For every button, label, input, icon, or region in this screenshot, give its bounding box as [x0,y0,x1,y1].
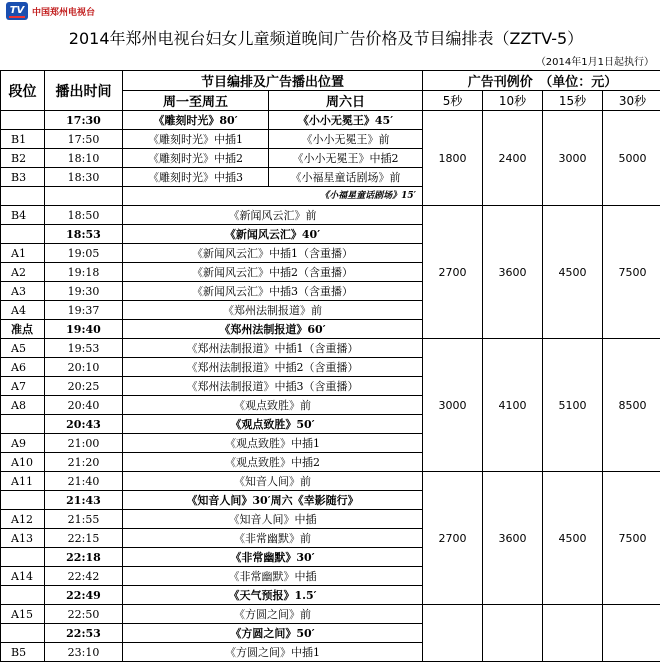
segment-code: 准点 [1,320,45,339]
price-5s: 3000 [423,339,483,472]
broadcast-time: 19:05 [45,244,123,263]
program-slot: 《知音人间》中插 [123,510,423,529]
effective-date-note: （2014年1月1日起执行） [535,57,654,68]
price-15s: 4500 [543,206,603,339]
table-row [1,206,660,225]
segment-code: A3 [1,282,45,301]
broadcast-time: 21:20 [45,453,123,472]
broadcast-time: 19:18 [45,263,123,282]
price-10s: 3600 [483,206,543,339]
segment-code: A1 [1,244,45,263]
broadcast-time: 19:30 [45,282,123,301]
broadcast-time: 22:42 [45,567,123,586]
broadcast-time: 22:50 [45,605,123,624]
segment-code: A6 [1,358,45,377]
segment-code: A11 [1,472,45,491]
program-slot: 《郑州法制报道》中插1（含重播） [123,339,423,358]
program-slot: 《天气预报》1.5′ [123,586,423,605]
price-5s [423,605,483,662]
table-row [1,472,660,491]
price-5s: 1800 [423,111,483,206]
broadcast-time: 18:53 [45,225,123,244]
header-row-1 [1,71,660,91]
header-duration-15: 15秒 [543,91,603,111]
broadcast-time: 20:10 [45,358,123,377]
segment-code [1,548,45,567]
header-saturday: 周六日 [269,91,423,111]
document-title: 2014年郑州电视台妇女儿童频道晚间广告价格及节目编排表（ZZTV-5） [68,29,584,48]
broadcast-time [45,187,123,206]
header-weekday: 周一至周五 [123,91,269,111]
segment-code: A2 [1,263,45,282]
program-slot: 《观点致胜》中插1 [123,434,423,453]
weekend-program-slot: 《小小无冕王》中插2 [269,149,423,168]
segment-code: A10 [1,453,45,472]
segment-code [1,187,45,206]
price-10s: 3600 [483,472,543,605]
broadcast-time: 22:49 [45,586,123,605]
broadcast-time: 18:30 [45,168,123,187]
header-time: 播出时间 [45,71,123,111]
broadcast-time: 21:55 [45,510,123,529]
program-slot: 《知音人间》前 [123,472,423,491]
program-slot: 《新闻风云汇》中插1（含重播） [123,244,423,263]
header-duration-10: 10秒 [483,91,543,111]
weekend-program-slot: 《小福星童话剧场》15′ [123,187,423,206]
broadcast-time: 22:18 [45,548,123,567]
broadcast-time: 21:00 [45,434,123,453]
broadcast-time: 21:43 [45,491,123,510]
segment-code: A14 [1,567,45,586]
broadcast-time: 23:10 [45,643,123,662]
price-30s: 5000 [603,111,660,206]
segment-code [1,111,45,130]
program-slot: 《新闻风云汇》中插2（含重播） [123,263,423,282]
program-slot: 《方圆之间》前 [123,605,423,624]
segment-code: A12 [1,510,45,529]
price-15s: 4500 [543,472,603,605]
table-row [1,605,660,624]
header-program-group: 节目编排及广告播出位置 [123,71,423,91]
broadcast-time: 18:50 [45,206,123,225]
broadcast-time: 20:25 [45,377,123,396]
segment-code: B5 [1,643,45,662]
price-10s [483,605,543,662]
price-5s: 2700 [423,472,483,605]
weekend-program-slot: 《小福星童话剧场》前 [269,168,423,187]
segment-code [1,415,45,434]
program-slot: 《郑州法制报道》60′ [123,320,423,339]
segment-code: A15 [1,605,45,624]
segment-code: A8 [1,396,45,415]
broadcast-time: 19:53 [45,339,123,358]
segment-code: A5 [1,339,45,358]
price-15s: 3000 [543,111,603,206]
program-slot: 《方圆之间》50′ [123,624,423,643]
weekend-program-slot: 《小小无冕王》45′ [269,111,423,130]
program-slot: 《郑州法制报道》中插3（含重播） [123,377,423,396]
program-slot: 《观点致胜》50′ [123,415,423,434]
header-duration-5: 5秒 [423,91,483,111]
price-30s: 8500 [603,339,660,472]
segment-code [1,225,45,244]
header-duration-30: 30秒 [603,91,660,111]
segment-code: B1 [1,130,45,149]
segment-code: A9 [1,434,45,453]
price-10s: 2400 [483,111,543,206]
segment-code: A7 [1,377,45,396]
program-slot: 《方圆之间》中插1 [123,643,423,662]
broadcast-time: 22:53 [45,624,123,643]
broadcast-time: 18:10 [45,149,123,168]
header-price-group: 广告刊例价 （单位：元） [423,71,660,91]
weekday-program-slot: 《雕刻时光》中插2 [123,149,269,168]
program-slot: 《新闻风云汇》中插3（含重播） [123,282,423,301]
segment-code: B4 [1,206,45,225]
broadcast-time: 19:37 [45,301,123,320]
header-segment: 段位 [1,71,45,111]
program-slot: 《非常幽默》中插 [123,567,423,586]
segment-code [1,491,45,510]
program-slot: 《非常幽默》30′ [123,548,423,567]
price-30s: 7500 [603,206,660,339]
weekday-program-slot: 《雕刻时光》中插3 [123,168,269,187]
price-15s: 5100 [543,339,603,472]
broadcast-time: 19:40 [45,320,123,339]
broadcast-time: 20:40 [45,396,123,415]
table-row [1,339,660,358]
price-30s [603,605,660,662]
broadcast-time: 22:15 [45,529,123,548]
broadcast-time: 21:40 [45,472,123,491]
broadcast-time: 20:43 [45,415,123,434]
table-row [1,111,660,130]
schedule-table [0,70,660,662]
broadcast-time: 17:50 [45,130,123,149]
program-slot: 《新闻风云汇》前 [123,206,423,225]
weekend-program-slot: 《小小无冕王》前 [269,130,423,149]
segment-code: B3 [1,168,45,187]
segment-code: A13 [1,529,45,548]
logo-text: 中国郑州电视台 [32,8,96,18]
channel-logo [6,2,126,22]
program-slot: 《郑州法制报道》中插2（含重播） [123,358,423,377]
tv-logo-icon: TV [6,2,28,20]
program-slot: 《郑州法制报道》前 [123,301,423,320]
weekday-program-slot: 《雕刻时光》80′ [123,111,269,130]
segment-code [1,586,45,605]
program-slot: 《新闻风云汇》40′ [123,225,423,244]
price-15s [543,605,603,662]
segment-code: A4 [1,301,45,320]
price-5s: 2700 [423,206,483,339]
price-30s: 7500 [603,472,660,605]
program-slot: 《非常幽默》前 [123,529,423,548]
weekday-program-slot: 《雕刻时光》中插1 [123,130,269,149]
broadcast-time: 17:30 [45,111,123,130]
price-10s: 4100 [483,339,543,472]
program-slot: 《观点致胜》前 [123,396,423,415]
segment-code [1,624,45,643]
program-slot: 《知音人间》30′周六《幸影随行》 [123,491,423,510]
segment-code: B2 [1,149,45,168]
program-slot: 《观点致胜》中插2 [123,453,423,472]
